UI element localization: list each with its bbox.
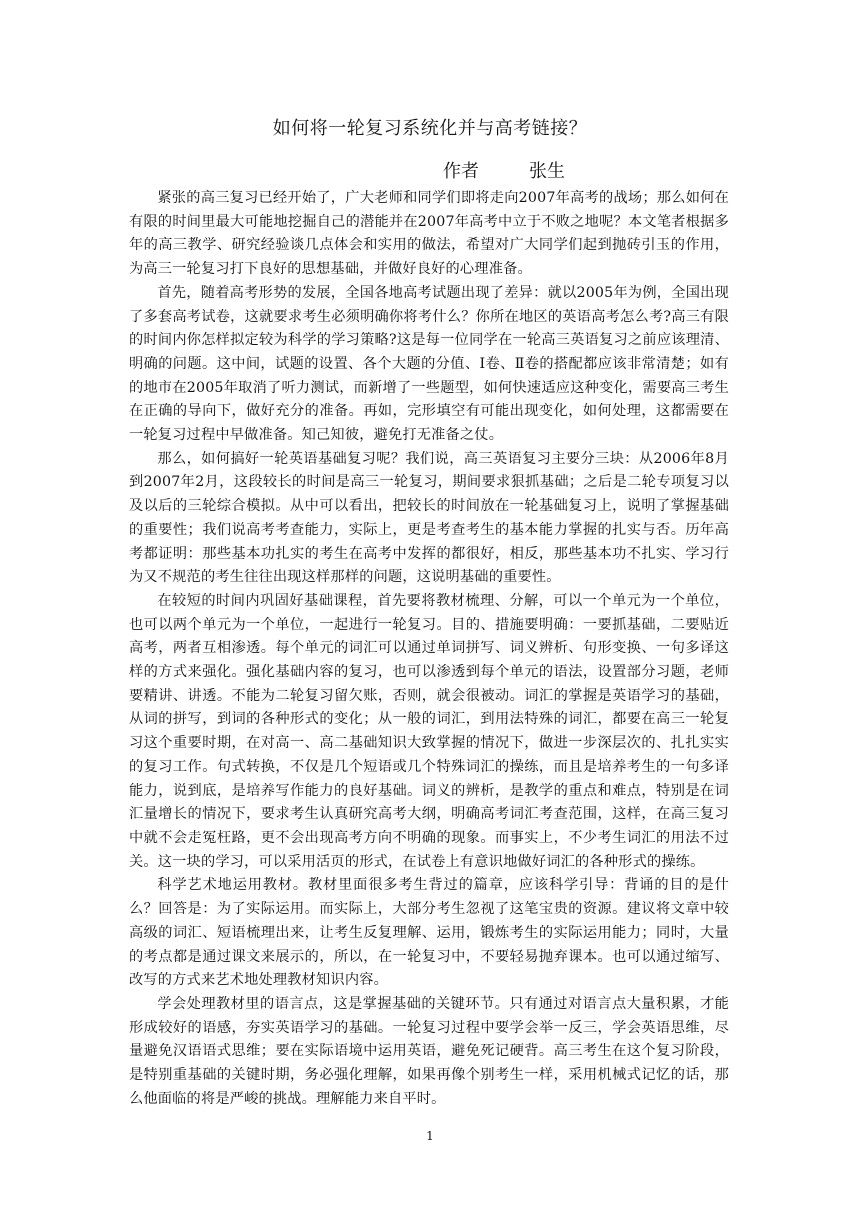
author-line	[443, 158, 565, 186]
paragraph-language-points: 学会处理教材里的语言点，这是掌握基础的关键环节。只有通过对语言点大量积累，才能形成较好的语感，夯实英语学习的基础。一轮复习过程中要学会举一反三，学会英语思维，尽量避免汉语语式思维；要在实际语境中运用英语，避免死记硬背。高三考生在这个复习阶段，是特别重基础的关键时期，务必强化理解，如果再像个别考生一样，采用机械式记忆的话，那么他面临的将是严峻的挑战。理解能力来自平时。	[129, 995, 729, 1107]
paragraph-foundation-review: 在较短的时间内巩固好基础课程，首先要将教材梳理、分解，可以一个单元为一个单位，也可以两个单元为一个单位，一起进行一轮复习。目的、措施要明确：一要抓基础，二要贴近高考，两者互相渗透。每个单元的词汇可以通过单词拼写、词义辨析、句形变换、一句多译这样的方式来强化。强化基础内容的复习，也可以渗透到每个单元的语法，设置部分习题，老师要精讲、讲透。不能为二轮复习留欠账，否则，就会很被动。词汇的掌握是英语学习的基础，从词的拼写，到词的各种形式的变化；从一般的词汇，到用法特殊的词汇，都要在高三一轮复习这个重要时期，在对高一、高二基础知识大致掌握的情况下，做进一步深层次的、扎扎实实的复习工作。句式转换，不仅是几个短语或几个特殊词汇的操练，而且是培养考生的一句多译能力，说到底，是培养写作能力的良好基础。词义的辨析，是教学的重点和难点，特别是在词汇量增长的情况下，要求考生认真研究高考大纲，明确高考词汇考查范围，这样，在高三复习中就不会走冤枉路，更不会出现高考方向不明确的现象。而事实上，不少考生词汇的用法不过关。这一块的学习，可以采用活页的形式，在试卷上有意识地做好词汇的各种形式的操练。	[129, 592, 729, 870]
paragraph-textbook-use: 科学艺术地运用教材。教材里面很多考生背过的篇章，应该科学引导：背诵的目的是什么？回答是：为了实际运用。而实际上，大部分考生忽视了这笔宝贵的资源。建议将文章中较高级的词汇、短语梳理出来，让考生反复理解、运用，锻炼考生的实际运用能力；同时，大量的考点都是通过课文来展示的，所以，在一轮复习中，不要轻易抛弃课本。也可以通过缩写、改写的方式来艺术地处理教材知识内容。	[129, 877, 729, 989]
author-label: 作者	[443, 161, 479, 182]
paragraph-intro: 紧张的高三复习已经开始了，广大老师和同学们即将走向2007年高考的战场；那么如何在有限的时间里最大可能地挖掘自己的潜能并在2007年高考中立于不败之地呢？本文笔者根据多年的高三教学、研究经验谈几点体会和实用的做法，希望对广大同学们起到抛砖引玉的作用，为高三一轮复习打下良好的思想基础，并做好良好的心理准备。	[129, 190, 729, 278]
author-name: 张生	[529, 161, 565, 182]
page-number: 1	[426, 1129, 434, 1143]
article-body	[129, 187, 729, 1111]
paragraph-exam-situation: 首先，随着高考形势的发展，全国各地高考试题出现了差异：就以2005年为例，全国出现了多套高考试卷，这就要求考生必须明确你将考什么？你所在地区的英语高考怎么考?高三有限的时间内你怎样拟定较为科学的学习策略?这是每一位同学在一轮高三英语复习之前应该理清、明确的问题。这中间，试题的设置、各个大题的分值、Ⅰ卷、Ⅱ卷的搭配都应该非常清楚；如有的地市在2005年取消了听力测试，而新增了一些题型，如何快速适应这种变化，需要高三考生在正确的导向下，做好充分的准备。再如，完形填空有可能出现变化，如何处理，这都需要在一轮复习过程中早做准备。知己知彼，避免打无准备之仗。	[129, 284, 729, 444]
paragraph-review-stages: 那么，如何搞好一轮英语基础复习呢？我们说，高三英语复习主要分三块：从2006年8月到2007年2月，这段较长的时间是高三一轮复习，期间要求狠抓基础；之后是二轮专项复习以及以后的三轮综合模拟。从中可以看出，把较长的时间放在一轮基础复习上，说明了掌握基础的重要性；我们说高考考查能力，实际上，更是考查考生的基本能力掌握的扎实与否。历年高考都证明：那些基本功扎实的考生在高考中发挥的都很好，相反，那些基本功不扎实、学习行为又不规范的考生往往出现这样那样的问题，这说明基础的重要性。	[129, 450, 729, 586]
document-title: 如何将一轮复习系统化并与高考链接？	[272, 118, 588, 139]
